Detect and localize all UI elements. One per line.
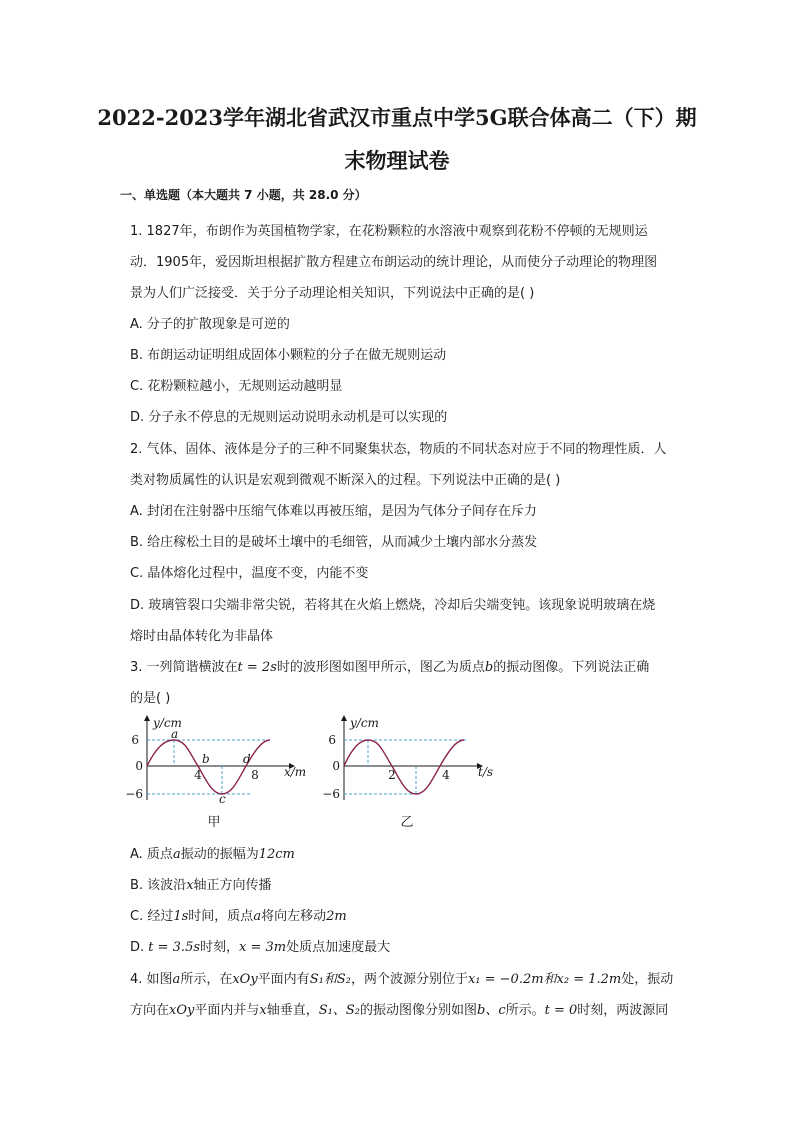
q1-option-c: C. 花粉颗粒越小，无规则运动越明显 <box>130 379 343 394</box>
x-tick-8: 8 <box>251 768 259 782</box>
q4-math: S₁和S₂ <box>309 972 351 987</box>
opt-math: 2m <box>326 909 347 924</box>
q4-text: 4. 如图 <box>130 972 173 987</box>
y-tick-zero: 0 <box>332 759 340 773</box>
y-tick-zero: 0 <box>135 759 143 773</box>
point-b: b <box>202 752 210 766</box>
q3-option-a <box>130 843 295 862</box>
opt-text: D. <box>130 940 149 955</box>
q4-math: x₁ = −0.2m和x₂ = 1.2m <box>467 972 622 987</box>
t-label: t/s <box>478 765 494 779</box>
opt-text: 时间，质点 <box>188 909 254 924</box>
q3-option-d <box>130 936 390 955</box>
q4-var: xOy <box>232 972 258 987</box>
q3-option-c <box>130 905 347 924</box>
q1-stem-line1: 1. 1827年，布朗作为英国植物学家，在花粉颗粒的水溶液中观察到花粉不停顿的无规则运 <box>130 224 648 239</box>
q4-text: 轴垂直， <box>266 1003 319 1018</box>
q3-stem-line1 <box>130 656 649 675</box>
section-heading: 一、单选题（本大题共 7 小题，共 28.0 分） <box>120 188 367 202</box>
q2-option-d-line1: D. 玻璃管裂口尖端非常尖锐，若将其在火焰上燃烧，冷却后尖端变钝。该现象说明玻璃在烧 <box>130 598 656 613</box>
q3-stem-line2: 的是( ) <box>130 691 171 706</box>
opt-text: 将向左移动 <box>261 909 327 924</box>
q3-text: 的振动图像。下列说法正确 <box>493 660 650 675</box>
opt-math: 12cm <box>258 847 295 862</box>
q4-text: 时刻，两波源同 <box>577 1003 669 1018</box>
wave-graph-left <box>125 716 306 830</box>
q4-var: xOy <box>169 1003 195 1018</box>
vibration-curve <box>344 740 464 794</box>
y-tick-neg: −6 <box>322 787 340 801</box>
x-label: x/m <box>284 765 307 779</box>
q1-option-d: D. 分子永不停息的无规则运动说明永动机是可以实现的 <box>130 410 448 425</box>
q4-stem-line1 <box>130 968 673 987</box>
q4-var: x <box>259 1003 267 1018</box>
q3-text: 3. 一列简谐横波在 <box>130 660 238 675</box>
q4-text: ，两个波源分别位于 <box>350 972 468 987</box>
q4-text: 平面内有 <box>257 972 310 987</box>
q4-text: 所示。 <box>505 1003 545 1018</box>
opt-math: t = 3.5s <box>148 940 201 955</box>
opt-var: a <box>172 847 181 862</box>
q4-text: 的振动图像分别如图 <box>359 1003 477 1018</box>
q1-option-a: A. 分子的扩散现象是可逆的 <box>130 317 290 332</box>
caption-right: 乙 <box>400 815 414 830</box>
y-tick-pos: 6 <box>131 733 139 747</box>
opt-var: x <box>186 878 194 893</box>
q2-option-d-line2: 熔时由晶体转化为非晶体 <box>130 629 274 644</box>
q4-stem-line2 <box>130 999 668 1018</box>
q2-option-a: A. 封闭在注射器中压缩气体难以再被压缩，是因为气体分子间存在斥力 <box>130 504 537 519</box>
q3-math-t: t = 2s <box>237 660 277 675</box>
point-c: c <box>219 792 226 806</box>
opt-text: 时刻， <box>200 940 240 955</box>
q3-text: 时的波形图如图甲所示，图乙为质点 <box>276 660 485 675</box>
q1-option-b: B. 布朗运动证明组成固体小颗粒的分子在做无规则运动 <box>130 348 447 363</box>
q4-math: S₁、S₂ <box>318 1003 360 1018</box>
opt-var: a <box>253 909 262 924</box>
q2-option-c: C. 晶体熔化过程中，温度不变，内能不变 <box>130 566 369 581</box>
y-label: y/cm <box>153 716 182 730</box>
point-d: d <box>243 752 251 766</box>
q1-stem-line2: 动．1905年，爱因斯坦根据扩散方程建立布朗运动的统计理论，从而使分子动理论的物理图 <box>130 255 658 270</box>
opt-math: x = 3m <box>239 940 287 955</box>
opt-text: 振动的振幅为 <box>180 847 259 862</box>
q4-text: 处，振动 <box>621 972 674 987</box>
y-label: y/cm <box>350 716 379 730</box>
q4-text: 方向在 <box>130 1003 170 1018</box>
exam-title-line1: 2022-2023学年湖北省武汉市重点中学5G联合体高二（下）期 <box>97 105 697 130</box>
y-tick-neg: −6 <box>125 787 143 801</box>
y-tick-pos: 6 <box>328 733 336 747</box>
t-tick-4: 4 <box>442 768 450 782</box>
opt-text: 处质点加速度最大 <box>286 940 391 955</box>
q2-option-b: B. 给庄稼松土目的是破坏土壤中的毛细管，从而减少土壤内部水分蒸发 <box>130 535 538 550</box>
q4-var: a <box>172 972 181 987</box>
q1-stem-line3: 景为人们广泛接受．关于分子动理论相关知识，下列说法中正确的是( ) <box>130 286 535 301</box>
caption-left: 甲 <box>207 815 221 830</box>
q3-option-b <box>130 874 272 893</box>
opt-math: 1s <box>173 909 189 924</box>
q2-stem-line2: 类对物质属性的认识是宏观到微观不断深入的过程。下列说法中正确的是( ) <box>130 473 561 488</box>
point-a: a <box>171 727 179 741</box>
q2-stem-line1: 2. 气体、固体、液体是分子的三种不同聚集状态，物质的不同状态对应于不同的物理性质．人 <box>130 442 667 457</box>
opt-text: 轴正方向传播 <box>193 878 272 893</box>
q4-text: 平面内并与 <box>194 1003 260 1018</box>
q4-text: 所示，在 <box>180 972 233 987</box>
q4-math: t = 0 <box>544 1003 578 1018</box>
x-tick-4: 4 <box>194 768 202 782</box>
wave-figure <box>0 712 794 852</box>
opt-text: A. 质点 <box>130 847 173 862</box>
wave-graph-right <box>322 716 493 830</box>
exam-title-line2: 末物理试卷 <box>344 148 450 173</box>
opt-text: C. 经过 <box>130 909 174 924</box>
wave-curve <box>147 740 270 794</box>
t-tick-2: 2 <box>388 768 396 782</box>
q4-var: b、c <box>477 1003 506 1018</box>
opt-text: B. 该波沿 <box>130 878 187 893</box>
q3-var-b: b <box>484 660 494 675</box>
